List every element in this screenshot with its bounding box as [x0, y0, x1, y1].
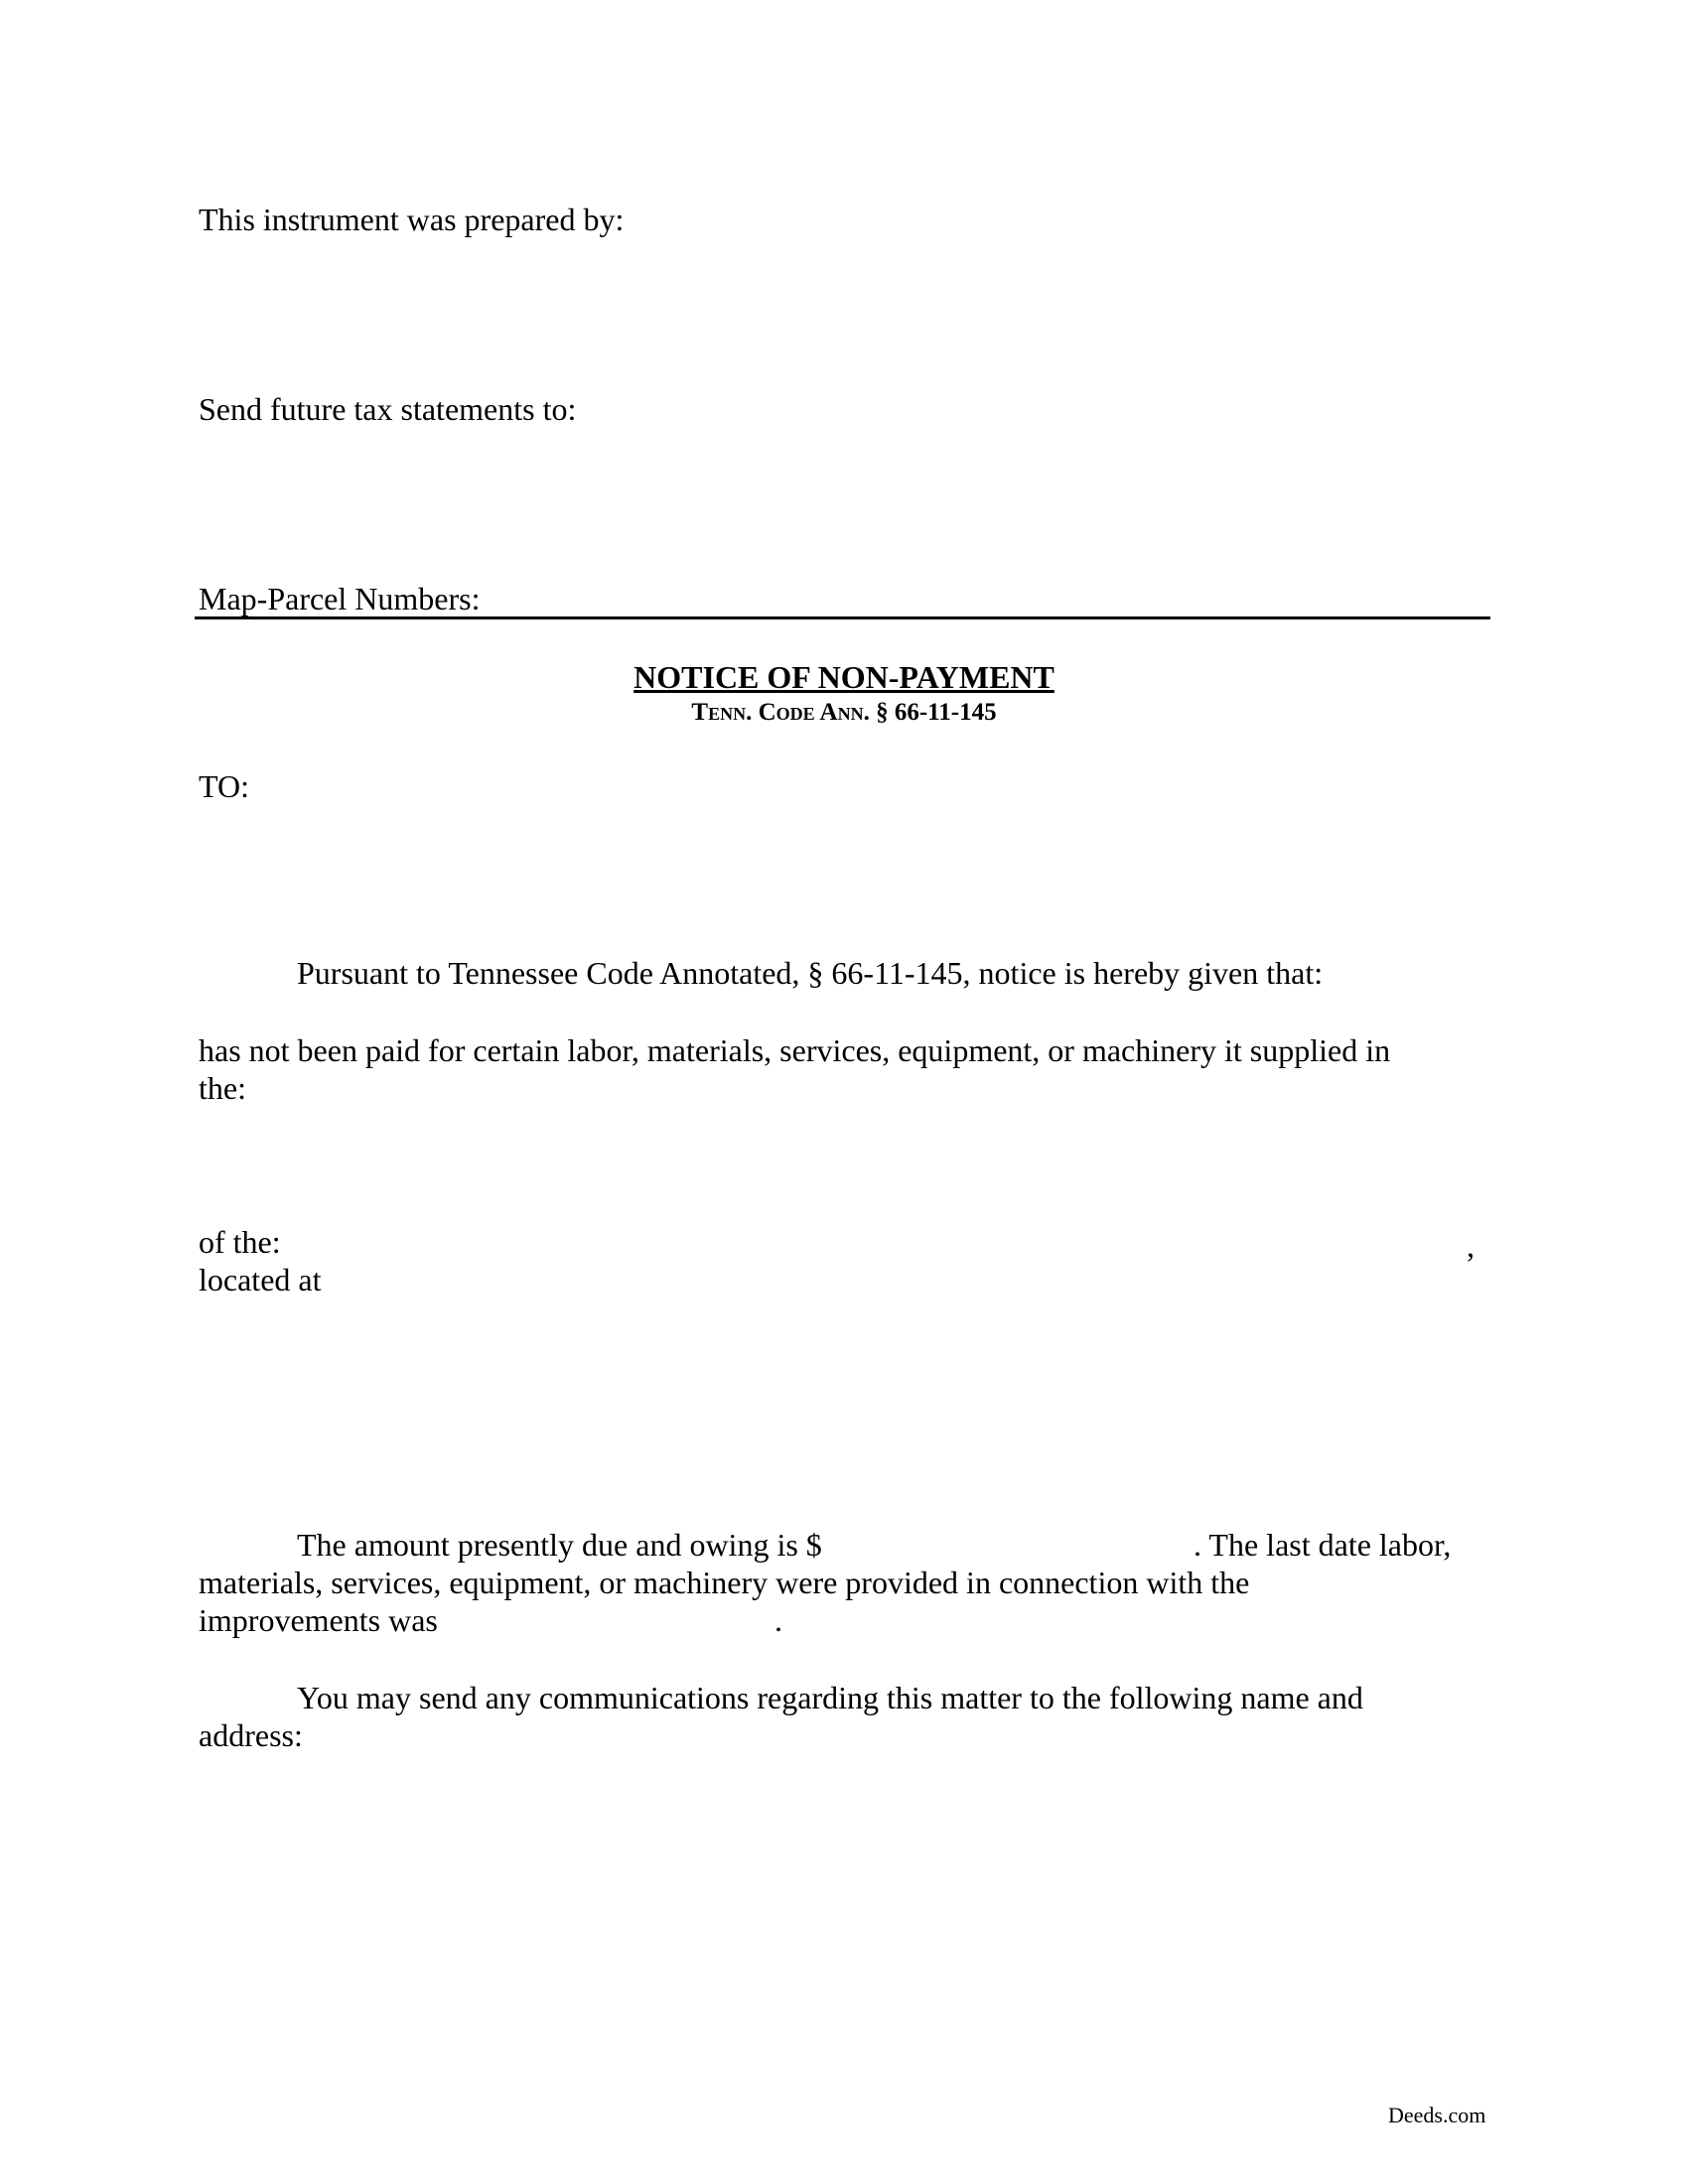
notice-citation: Tenn. Code Ann. § 66-11-145: [691, 699, 997, 726]
not-paid-line-2: the:: [199, 1070, 246, 1106]
materials-line: materials, services, equipment, or machinery were provided in connection with the: [199, 1565, 1250, 1600]
communications-line-1: You may send any communications regarding this matter to the following name and: [297, 1680, 1363, 1715]
pursuant-paragraph: Pursuant to Tennessee Code Annotated, § 66-11-145, notice is hereby given that:: [297, 955, 1324, 991]
amount-line-end: . The last date labor,: [1194, 1527, 1452, 1563]
prepared-by-label: This instrument was prepared by:: [199, 202, 625, 237]
improvements-label: improvements was: [199, 1602, 438, 1638]
header-divider: [195, 616, 1490, 619]
improvements-period: .: [774, 1602, 782, 1638]
of-the-label: of the:: [199, 1224, 281, 1260]
notice-title: NOTICE OF NON-PAYMENT: [633, 659, 1055, 695]
map-parcel-label: Map-Parcel Numbers:: [199, 581, 481, 616]
amount-line-start: The amount presently due and owing is $: [297, 1527, 822, 1563]
to-label: TO:: [199, 768, 249, 804]
located-at-label: located at: [199, 1262, 322, 1297]
not-paid-line-1: has not been paid for certain labor, materials, services, equipment, or machinery it supplied in: [199, 1032, 1391, 1068]
tax-statements-label: Send future tax statements to:: [199, 391, 577, 427]
of-the-comma: ,: [1467, 1228, 1475, 1264]
footer-brand: Deeds.com: [1388, 2103, 1486, 2127]
communications-line-2: address:: [199, 1717, 303, 1753]
